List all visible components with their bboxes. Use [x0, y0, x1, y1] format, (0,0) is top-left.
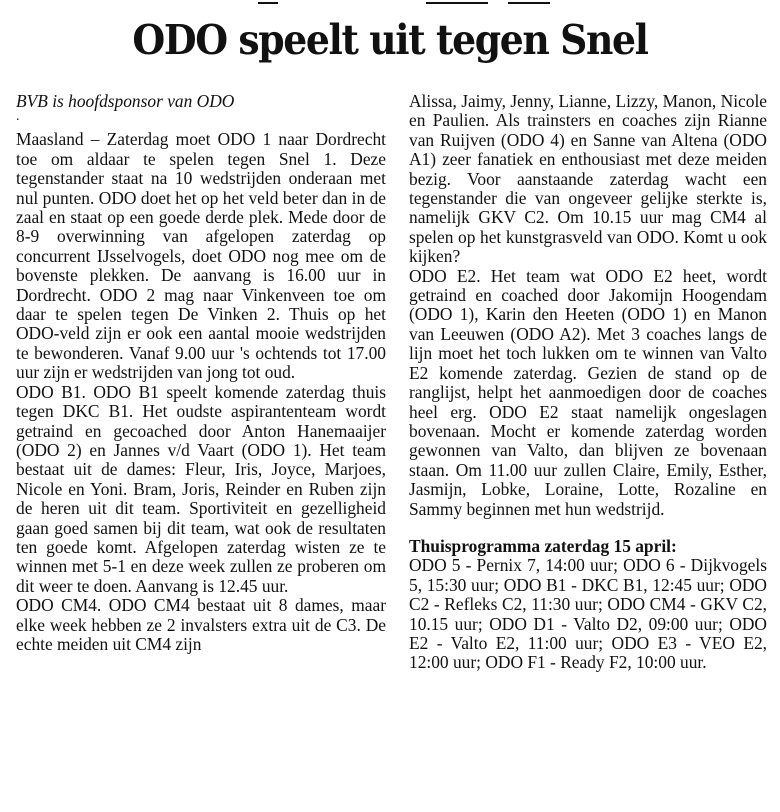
paragraph-odo-cm4: ODO CM4. ODO CM4 bestaat uit 8 dames, maar elke week hebben ze 2 invalsters extra uit de C3. De echte meiden uit CM4 zijn — [16, 595, 386, 654]
top-rule — [426, 2, 488, 4]
separator-dot: . — [16, 109, 20, 125]
article-headline: ODO speelt uit tegen Snel — [132, 16, 648, 64]
paragraph-odo-e2: ODO E2. Het team wat ODO E2 heet, wordt getraind en coached door Jakomijn Hoogendam (ODO 1), Karin den Heeten (ODO 1) en Manon van Leeuwen (ODO A2). Met 3 coaches langs de lijn moet het toch lukken om te winnen van Valto E2 komende zaterdag. Gezien de stand op de ranglijst, helpt het aanmoedigen door de coaches heel erg. ODO E2 staat namelijk ongeslagen bovenaan. Mocht er komende zaterdag worden gewonnen van Valto, dan blijven ze bovenaan staan. Om 11.00 uur zullen Claire, Emily, Esther, Jasmijn, Lobke, Loraine, Lotte, Rozaline en Sammy beginnen met hun wedstrijd. — [409, 265, 767, 519]
top-rule — [508, 2, 550, 4]
programme-title: Thuisprogramma zaterdag 15 april: — [409, 535, 677, 556]
top-rule — [258, 2, 278, 4]
paragraph-intro: Maasland – Zaterdag moet ODO 1 naar Dordrecht toe om aldaar te spelen tegen Snel 1. Deze tegenstander staat na 10 wedstrijden onderaan met nul punten. ODO doet het op het veld beter dan in de zaal en staat op een goede derde plek. Mede door de 8-9 overwinning van afgelopen zaterdag op concurrent IJsselvogels, doet ODO nog mee om de bovenste plekken. De aanvang is 16.00 uur in Dordrecht. ODO 2 mag naar Vinkenveen toe om daar te spelen tegen De Vinken 2. Thuis op het ODO-veld zijn er ook een aantal mooie wedstrijden te bewonderen. Vanaf 9.00 uur 's ochtends tot 17.00 uur zijn er wedstrijden van jong tot oud. — [16, 129, 386, 383]
left-column — [16, 92, 386, 654]
article-subtitle: BVB is hoofdsponsor van ODO — [16, 91, 235, 111]
paragraph-odo-b1: ODO B1. ODO B1 speelt komende zaterdag thuis tegen DKC B1. Het oudste aspirantenteam wordt getraind en gecoached door Anton Hanemaaijer (ODO 2) en Jannes v/d Vaart (ODO 1). Het team bestaat uit de dames: Fleur, Iris, Joyce, Marjoes, Nicole en Yoni. Bram, Joris, Reinder en Ruben zijn de heren uit dit team. Sportiviteit en gezelligheid gaan goed samen bij dit team, wat ook de resultaten ten goede komt. Afgelopen zaterdag wisten ze te winnen met 5-1 en deze week zullen ze proberen om dit weer te doen. Aanvang is 12.45 uur. — [16, 381, 386, 596]
right-column — [409, 92, 767, 673]
paragraph-cm4-continued: Alissa, Jaimy, Jenny, Lianne, Lizzy, Manon, Nicole en Paulien. Als trainsters en coaches zijn Rianne van Ruijven (ODO 4) en Sanne van Altena (ODO A1) zeer fanatiek en enthousiast met deze meiden bezig. Voor aanstaande zaterdag wacht een tegenstander die van ongeveer gelijke sterkte is, namelijk GKV C2. Om 10.15 uur mag CM4 al spelen op het kunstgrasveld van ODO. Komt u ook kijken? — [409, 91, 767, 267]
programme-list: ODO 5 - Pernix 7, 14:00 uur; ODO 6 - Dijkvogels 5, 15:30 uur; ODO B1 - DKC B1, 12:45 uur; ODO C2 - Refleks C2, 11:30 uur; ODO CM4 - GKV C2, 10.15 uur; ODO D1 - Valto D2, 09:00 uur; ODO E2 - Valto E2, 11:00 uur; ODO E3 - VEO E2, 12:00 uur; ODO F1 - Ready F2, 10:00 uur. — [409, 555, 767, 673]
